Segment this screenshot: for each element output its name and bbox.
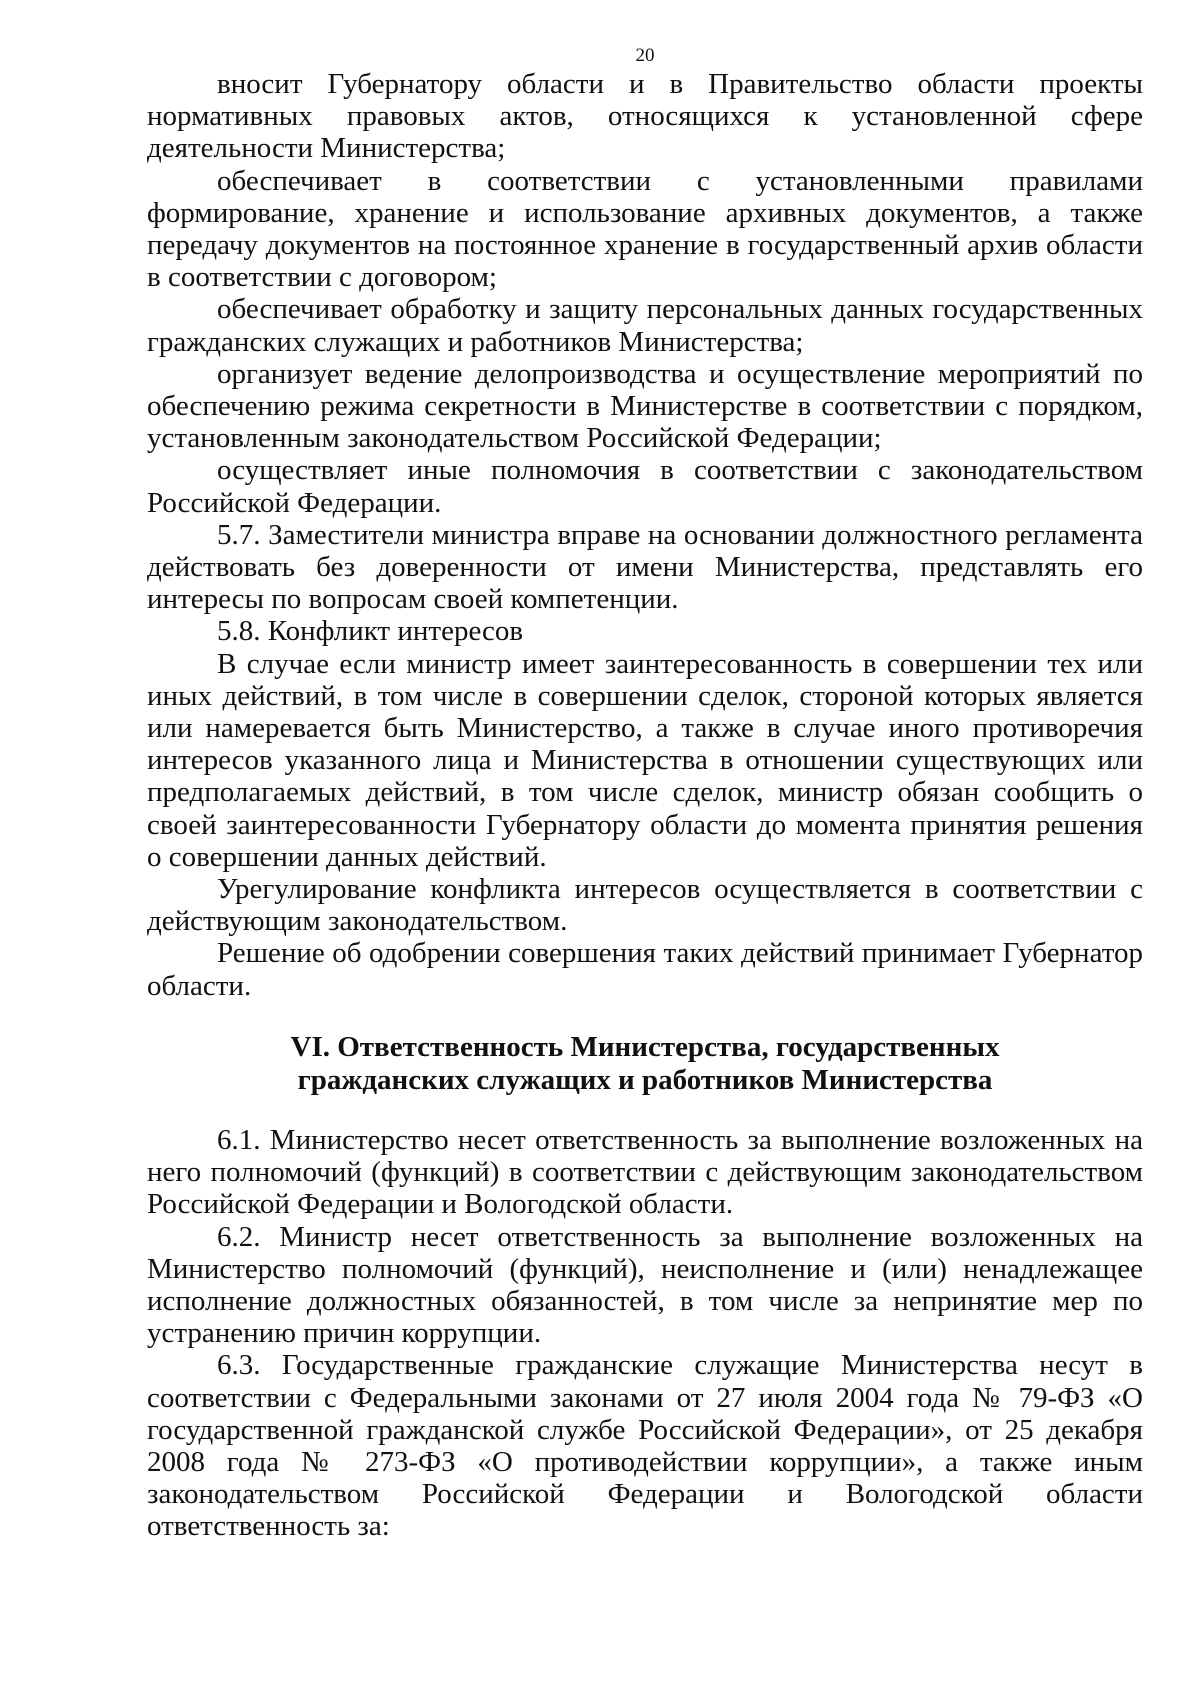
- page-number: 20: [635, 45, 655, 66]
- paragraph-approval-decision: Решение об одобрении совершения таких действий принимает Губернатор области.: [147, 937, 1143, 1002]
- document-page: [147, 44, 1143, 1543]
- paragraph-archive-documents: обеспечивает в соответствии с установленными правилами формирование, хранение и использование архивных документов, а также передачу документов на постоянное хранение в государственный архив области в соответствии с договором;: [147, 164, 1143, 294]
- paragraph-secrecy-regime: организует ведение делопроизводства и осуществление мероприятий по обеспечению режима секретности в Министерстве в соответствии с порядком, установленным законодательством Российской Федерации;: [147, 357, 1143, 455]
- paragraph-6-2: 6.2. Министр несет ответственность за выполнение возложенных на Министерство полномочий (функций), неисполнение и (или) ненадлежащее исполнение должностных обязанностей, в том числе за непринятие мер по устранению причин коррупции.: [147, 1220, 1143, 1350]
- paragraph-conflict-of-interest: В случае если министр имеет заинтересованность в совершении тех или иных действий, в том числе в совершении сделок, стороной которых является или намеревается быть Министерство, а также в случае иного противоречия интересов указанного лица и Министерства в отношении существующих или предполагаемых действий, в том числе сделок, министр обязан сообщить о своей заинтересованности Губернатору области до момента принятия решения о совершении данных действий.: [147, 647, 1143, 873]
- paragraph-6-1: 6.1. Министерство несет ответственность за выполнение возложенных на него полномочий (функций) в соответствии с действующим законодательством Российской Федерации и Вологодской области.: [147, 1123, 1143, 1221]
- paragraph-personal-data: обеспечивает обработку и защиту персональных данных государственных гражданских служащих и работников Министерства;: [147, 293, 1143, 358]
- paragraph-6-3: 6.3. Государственные гражданские служащие Министерства несут в соответствии с Федеральными законами от 27 июля 2004 года № 79-ФЗ «О государственной гражданской службе Российской Федерации», от 25 декабря 2008 года № 273-ФЗ «О противодействии коррупции», а также иным законодательством Российской Федерации и Вологодской области ответственность за:: [147, 1349, 1143, 1543]
- paragraph-other-powers: осуществляет иные полномочия в соответствии с законодательством Российской Федерации.: [147, 454, 1143, 519]
- section-heading-line-2: гражданских служащих и работников Министерства: [297, 1063, 993, 1096]
- paragraph-conflict-settlement: Урегулирование конфликта интересов осуществляется в соответствии с действующим законодательством.: [147, 873, 1143, 938]
- paragraph-5-8-title: 5.8. Конфликт интересов: [217, 615, 524, 648]
- paragraph-5-7: 5.7. Заместители министра вправе на основании должностного регламента действовать без доверенности от имени Министерства, представлять его интересы по вопросам своей компетенции.: [147, 518, 1143, 616]
- section-heading-vi: [147, 1031, 1143, 1097]
- paragraph-submits-drafts: вносит Губернатору области и в Правительство области проекты нормативных правовых актов, относящихся к установленной сфере деятельности Министерства;: [147, 68, 1143, 165]
- section-heading-line-1: VI. Ответственность Министерства, государственных: [290, 1030, 1000, 1063]
